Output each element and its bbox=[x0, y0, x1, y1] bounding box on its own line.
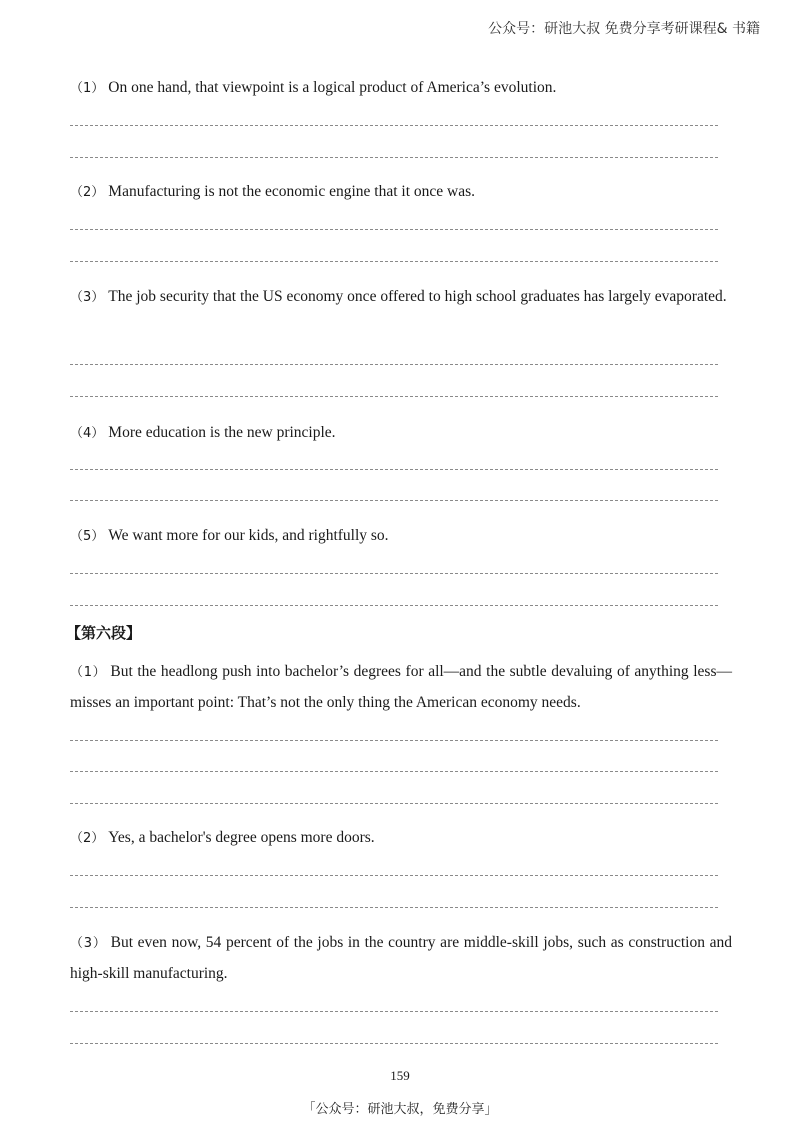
sentence-item bbox=[70, 177, 732, 208]
section-heading: 【第六段】 bbox=[66, 624, 142, 642]
answer-line[interactable] bbox=[70, 229, 718, 230]
sentence-item bbox=[70, 282, 732, 313]
answer-line[interactable] bbox=[70, 1011, 718, 1012]
answer-line[interactable] bbox=[70, 875, 718, 876]
answer-line[interactable] bbox=[70, 396, 718, 397]
sentence-item bbox=[70, 521, 732, 552]
sentence-item bbox=[70, 418, 732, 449]
answer-line[interactable] bbox=[70, 771, 718, 772]
sentence-item bbox=[70, 928, 732, 989]
sentence-number: （1） bbox=[70, 665, 107, 680]
answer-line[interactable] bbox=[70, 1043, 718, 1044]
page-number: 159 bbox=[390, 1068, 410, 1083]
header-note: 公众号：研池大叔 免费分享考研课程& 书籍 bbox=[488, 21, 760, 37]
sentence-text: On one hand, that viewpoint is a logical product of America’s evolution. bbox=[108, 79, 557, 96]
answer-line[interactable] bbox=[70, 605, 718, 606]
answer-line[interactable] bbox=[70, 803, 718, 804]
answer-line[interactable] bbox=[70, 157, 718, 158]
sentence-text: We want more for our kids, and rightfully so. bbox=[108, 527, 389, 544]
sentence-number: （2） bbox=[70, 831, 105, 846]
sentence-text: Manufacturing is not the economic engine that it once was. bbox=[108, 183, 476, 200]
answer-line[interactable] bbox=[70, 469, 718, 470]
answer-line[interactable] bbox=[70, 364, 718, 365]
sentence-item bbox=[70, 657, 732, 718]
sentence-text: Yes, a bachelor's degree opens more doors. bbox=[108, 829, 375, 846]
sentence-item bbox=[70, 823, 732, 854]
footer-note: 「公众号：研池大叔，免费分享」 bbox=[302, 1102, 498, 1117]
answer-line[interactable] bbox=[70, 125, 718, 126]
sentence-number: （2） bbox=[70, 185, 105, 200]
sentence-number: （4） bbox=[70, 426, 105, 441]
sentence-text: The job security that the US economy once offered to high school graduates has largely evaporated. bbox=[108, 288, 727, 305]
sentence-text: But even now, 54 percent of the jobs in the country are middle-skill jobs, such as construction and high-skill manufacturing. bbox=[70, 934, 732, 982]
answer-line[interactable] bbox=[70, 261, 718, 262]
sentence-item bbox=[70, 73, 732, 104]
sentence-text: More education is the new principle. bbox=[108, 424, 336, 441]
answer-line[interactable] bbox=[70, 907, 718, 908]
answer-line[interactable] bbox=[70, 740, 718, 741]
sentence-number: （3） bbox=[70, 936, 107, 951]
sentence-number: （5） bbox=[70, 529, 105, 544]
answer-line[interactable] bbox=[70, 573, 718, 574]
sentence-number: （1） bbox=[70, 81, 105, 96]
answer-line[interactable] bbox=[70, 500, 718, 501]
sentence-text: But the headlong push into bachelor’s degrees for all—and the subtle devaluing of anything less—misses an important point: That’s not the only thing the American economy needs. bbox=[70, 663, 732, 711]
sentence-number: （3） bbox=[70, 290, 105, 305]
